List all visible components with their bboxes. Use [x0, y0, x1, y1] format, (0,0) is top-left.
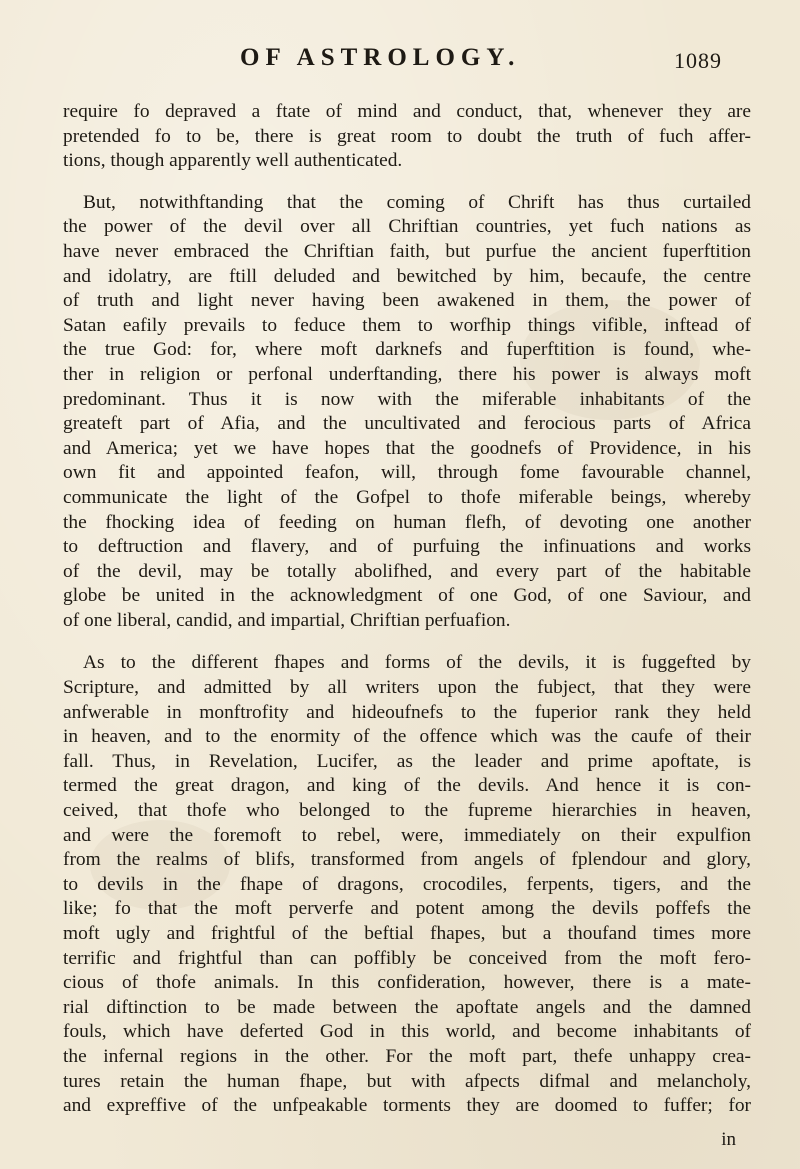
text-line: the infernal regions in the other. For the moft part, thefe unhappy crea- — [63, 1045, 751, 1067]
text-line: and were the foremoft to rebel, were, immediately on their expulfion — [63, 824, 751, 846]
text-line: the power of the devil over all Chriftian countries, yet fuch nations as — [63, 216, 751, 238]
catchword: in — [721, 1129, 736, 1150]
text-line: of the devil, may be totally abolifhed, and every part of the habitable — [63, 560, 751, 582]
text-line: like; fo that the moft perverfe and potent among the devils poffefs the — [63, 898, 751, 920]
text-line: communicate the light of the Gofpel to thofe miferable beings, whereby — [63, 486, 751, 508]
text-line: moft ugly and frightful of the beftial fhapes, but a thoufand times more — [63, 923, 751, 944]
paragraph-2 — [63, 191, 751, 634]
text-line: terrific and frightful than can poffibly be conceived from the moft fero- — [63, 947, 751, 969]
page-number: 1089 — [674, 48, 722, 73]
body-text — [63, 100, 751, 1119]
paragraph-gap — [63, 174, 751, 191]
text-line: fall. Thus, in Revelation, Lucifer, as the leader and prime apoftate, is — [63, 750, 751, 772]
text-line: pretended fo to be, there is great room to doubt the truth of fuch affer- — [63, 125, 751, 147]
text-line: and idolatry, are ftill deluded and bewitched by him, becaufe, the centre — [63, 265, 751, 287]
text-line: the fhocking idea of feeding on human flefh, of devoting one another — [63, 511, 751, 533]
text-line: in heaven, and to the enormity of the offence which was the caufe of their — [63, 726, 751, 748]
text-line: ther in religion or perfonal underftanding, there his power is always moft — [63, 363, 751, 385]
text-line: predominant. Thus it is now with the miferable inhabitants of the — [63, 388, 751, 410]
paragraph-gap — [63, 633, 751, 651]
text-line: As to the different fhapes and forms of the devils, it is fuggefted by — [83, 652, 751, 674]
text-line: globe be united in the acknowledgment of one God, of one Saviour, and — [63, 585, 751, 607]
running-title: OF ASTROLOGY. — [240, 44, 521, 71]
text-line: have never embraced the Chriftian faith, but purfue the ancient fuperftition — [63, 240, 751, 262]
text-line: of one liberal, candid, and impartial, Chriftian perfuafion. — [63, 609, 511, 631]
text-line: Scripture, and admitted by all writers upon the fubject, that they were — [63, 677, 751, 699]
text-line: fouls, which have deferted God in this world, and become inhabitants of — [63, 1021, 751, 1043]
running-head — [0, 44, 800, 84]
text-line: tures retain the human fhape, but with afpects difmal and melancholy, — [63, 1070, 751, 1092]
text-line: termed the great dragon, and king of the devils. And hence it is con- — [63, 775, 751, 797]
text-line: to deftruction and flavery, and of purfuing the infinuations and works — [63, 536, 751, 558]
text-line: anfwerable in monftrofity and hideoufnefs to the fuperior rank they held — [63, 701, 751, 723]
text-line: But, notwithftanding that the coming of Chrift has thus curtailed — [83, 191, 751, 213]
text-line: own fit and appointed feafon, will, through fome favourable channel, — [63, 462, 751, 484]
text-line: of truth and light never having been awakened in them, the power of — [63, 290, 751, 312]
paragraph-3 — [63, 651, 751, 1118]
paragraph-1 — [63, 100, 751, 174]
text-line: ceived, that thofe who belonged to the fupreme hierarchies in heaven, — [63, 800, 751, 822]
text-line: to devils in the fhape of dragons, crocodiles, ferpents, tigers, and the — [63, 873, 751, 895]
text-line: cious of thofe animals. In this confideration, however, there is a mate- — [63, 972, 751, 994]
text-line: rial diftinction to be made between the apoftate angels and the damned — [63, 996, 751, 1018]
text-line: the true God: for, where moft darknefs and fuperftition is found, whe- — [63, 339, 751, 361]
text-line: from the realms of blifs, transformed from angels of fplendour and glory, — [63, 849, 751, 871]
text-line: require fo depraved a ftate of mind and conduct, that, whenever they are — [63, 101, 751, 122]
text-line: and America; yet we have hopes that the goodnefs of Providence, in his — [63, 437, 751, 459]
text-line: tions, though apparently well authenticated. — [63, 150, 403, 172]
text-line: Satan eafily prevails to feduce them to worfhip things vifible, inftead of — [63, 314, 751, 336]
text-line: greateft part of Afia, and the uncultivated and ferocious parts of Africa — [63, 413, 751, 435]
text-line: and expreffive of the unfpeakable torments they are doomed to fuffer; for — [63, 1095, 751, 1117]
